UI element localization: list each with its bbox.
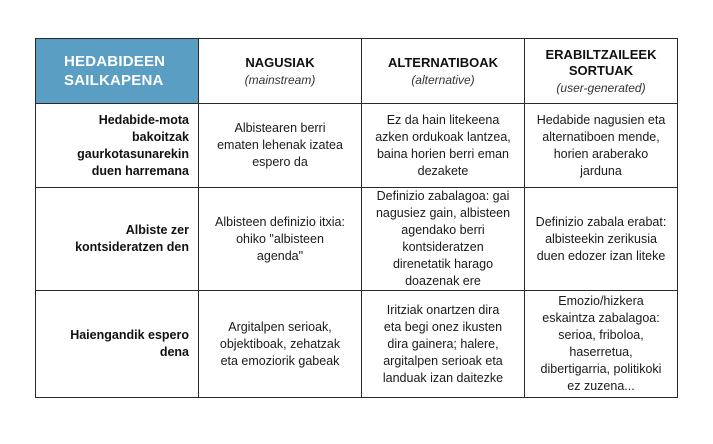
cell-line: ematen lehenak izatea xyxy=(217,138,343,152)
cell-line: nagusiez gain, albisteen xyxy=(375,206,511,220)
header-row xyxy=(36,39,678,104)
row-label-line: Albiste zer xyxy=(125,223,189,237)
row-label-expectations xyxy=(36,291,199,398)
cell-line: Hedabide nagusien eta xyxy=(536,112,666,127)
column-header-alternative xyxy=(362,39,525,104)
table-cell xyxy=(525,291,678,398)
column-subtitle: (mainstream) xyxy=(244,72,316,87)
cell-line: eta emoziorik gabeak xyxy=(220,353,340,368)
cell-line: dira gainera; halere, xyxy=(387,336,499,351)
cell-line: haserretua, xyxy=(569,345,633,359)
cell-line: serioa, friboloa, xyxy=(558,328,644,342)
table-row xyxy=(36,104,678,188)
cell-line: landuak izan daitezke xyxy=(382,370,504,385)
column-title: SORTUAK xyxy=(568,62,634,78)
cell-line: espero da xyxy=(252,155,308,169)
table-cell xyxy=(362,188,525,291)
row-label-line: Haiengandik espero xyxy=(70,328,189,342)
row-label-line: kontsideratzen den xyxy=(75,240,189,254)
cell-line: Argitalpen serioak, xyxy=(228,319,332,334)
cell-line: direnetatik harago xyxy=(392,257,494,271)
column-subtitle: (alternative) xyxy=(411,72,475,87)
cell-line: Emozio/hizkera xyxy=(558,294,644,308)
column-title: NAGUSIAK xyxy=(245,54,315,70)
table-cell xyxy=(199,104,362,188)
table-cell xyxy=(362,104,525,188)
cell-line: dibertigarria, politikoki xyxy=(540,362,662,376)
cell-line: objektiboak, zehatzak xyxy=(219,336,341,351)
cell-line: Iritziak onartzen dira xyxy=(386,302,500,317)
cell-line: duen edozer izan liteke xyxy=(536,248,666,263)
corner-header-line: HEDABIDEEN xyxy=(64,53,166,70)
table-cell xyxy=(199,291,362,398)
cell-line: agendako berri xyxy=(401,223,485,237)
cell-line: Ez da hain litekeena xyxy=(386,112,500,127)
corner-header xyxy=(36,39,199,104)
cell-line: doazenak ere xyxy=(405,274,481,288)
row-label-line: Hedabide-mota xyxy=(98,112,189,127)
row-label-news-relationship xyxy=(36,104,199,188)
cell-line: Definizio zabalagoa: gai xyxy=(376,189,510,203)
table-cell xyxy=(362,291,525,398)
table-cell xyxy=(525,104,678,188)
cell-line: albisteekin zerikusia xyxy=(545,231,657,246)
column-title: ALTERNATIBOAK xyxy=(387,54,498,70)
cell-line: eta begi onez ikusten xyxy=(383,319,503,334)
column-title: ERABILTZAILEEK xyxy=(545,46,657,62)
table-row xyxy=(36,188,678,291)
cell-line: azken ordukoak lantzea, xyxy=(375,129,511,144)
column-header-mainstream xyxy=(199,39,362,104)
cell-line: ohiko "albisteen xyxy=(236,231,324,246)
media-classification-table-container xyxy=(35,38,677,398)
column-subtitle: (user-generated) xyxy=(556,80,646,95)
table-cell xyxy=(199,188,362,291)
column-header-user-generated xyxy=(525,39,678,104)
cell-line: agenda" xyxy=(256,248,304,263)
cell-line: eskaintza zabalagoa: xyxy=(542,311,660,325)
cell-line: Albistearen berri xyxy=(234,121,326,135)
cell-line: ez zuzena... xyxy=(567,379,635,393)
row-label-line: gaurkotasunarekin xyxy=(77,146,189,161)
row-label-line: bakoitzak xyxy=(132,129,189,144)
table-row xyxy=(36,291,678,398)
cell-line: dezakete xyxy=(417,163,469,178)
cell-line: argitalpen serioak eta xyxy=(383,353,503,368)
cell-line: alternatiboen mende, xyxy=(542,129,660,144)
cell-line: baina horien berri eman xyxy=(376,146,510,161)
cell-line: Definizio zabala erabat: xyxy=(535,214,667,229)
cell-line: kontsideratzen xyxy=(402,240,484,254)
row-label-line: duen harremana xyxy=(91,163,189,178)
cell-line: Albisteen definizio itxia: xyxy=(215,214,345,229)
row-label-news-definition xyxy=(36,188,199,291)
cell-line: jarduna xyxy=(580,163,622,178)
corner-header-line: SAILKAPENA xyxy=(64,72,164,89)
media-classification-table xyxy=(35,38,678,398)
row-label-line: dena xyxy=(159,345,189,359)
cell-line: horien araberako xyxy=(553,146,649,161)
table-cell xyxy=(525,188,678,291)
